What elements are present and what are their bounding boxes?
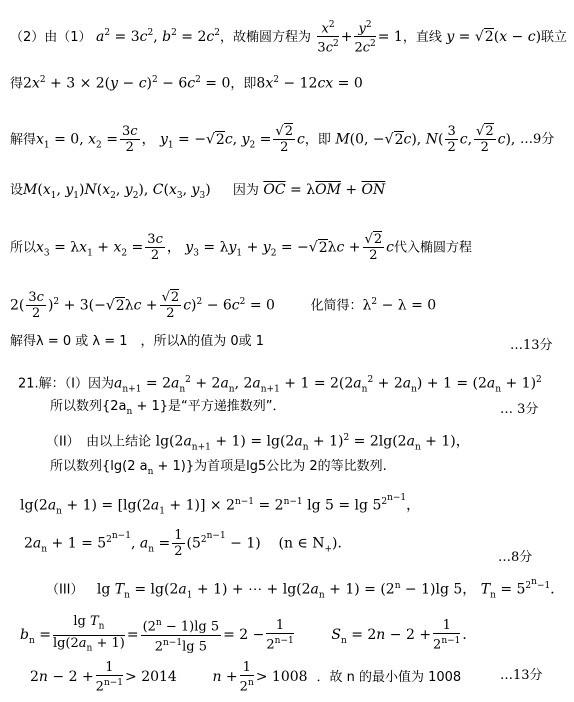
text: 联立 bbox=[541, 29, 568, 45]
text: ，即 bbox=[230, 76, 257, 92]
text: 21.解：（I）因为 bbox=[18, 376, 115, 392]
text: ，直线 bbox=[402, 29, 442, 45]
part2-line-4: 设$M(x_1$, $y_1)N(x_2$, $y_2$), $C(x_3$, $y_3$) 因为 $\overline{OC} = \lambda\overline{OM} + \overline{ON}$ bbox=[10, 182, 386, 201]
part2-line-3: 解得$x_1 = 0$, $x_2$ = $\frac{3c}{2}$ ， $y_1 = -√2c$, $y_2$ = $\frac{√2}{2}$ c，即 M(0, −√2c), N( $\frac{3}{2}$ c, $\frac{√2}{2}$ c), bbox=[10, 124, 516, 155]
text: 所以 bbox=[10, 240, 37, 256]
text: 得 bbox=[10, 76, 24, 92]
part2-line-5: 所以$x_3 = \lambda x_1 + x_2$ = $\frac{3c}{2}$ ， $y_3 = \lambda y_1 + y_2 = -√2\lambda c$ + $\frac{√2}{2}$ c代入椭圆方程 bbox=[10, 232, 472, 263]
score-3: … 3分 bbox=[500, 402, 539, 417]
part2-line-7: 解得λ = 0 或 λ = 1 ，所以λ的值为 0或 1 bbox=[10, 334, 265, 349]
score-9: …9分 bbox=[520, 132, 555, 147]
text: ，故椭圆方程为 bbox=[219, 29, 311, 45]
q21-line-1: 21.解：（I）因为$a_{n+1} = 2a_n^2 + 2a_n$, $2a_{n+1} + 1 = 2(2a_n^2 + 2a_n) + 1 = (2a_n + 1)^2$ bbox=[18, 375, 542, 395]
text: 所以数列{lg(2 a bbox=[50, 459, 148, 474]
text: + 1)}为首项是lg5公比为 2的等比数列. bbox=[153, 459, 387, 474]
text: （2）由（1） bbox=[10, 29, 92, 45]
text: （II） 由以上结论 bbox=[46, 434, 152, 450]
q21-line-4: 所以数列{lg(2 $a_n + 1$)}为首项是lg5公比为 2的等比数列. bbox=[50, 459, 387, 477]
text: (n ∈ N bbox=[278, 535, 325, 552]
text: 所以数列{2a bbox=[50, 399, 127, 414]
q21-line-6: $2a_n + 1 = 5^{2^{n-1}}$, $a_n$ = $\frac{1}{2}$ $(5^{2^{n-1}} - 1)$ (n ∈ $N_+$)． bbox=[24, 528, 352, 560]
q21-line-8: $b_n$ = $\frac{\lg T_n}{\lg(2a_n + 1)}$ = $\frac{(2^n - 1)\lg 5}{2^{n-1}\lg 5}$ = 2 − $\frac{1}{2^{n-1}}$ $S_n = 2n - 2$ + $\frac{1}{2^{n-1}}$ ． bbox=[20, 614, 477, 654]
text: 因为 bbox=[232, 183, 259, 198]
q21-line-7: （III） $\lg T_n = \lg(2a_1 + 1)$ + ⋯ + $\lg(2a_n + 1) = (2^n - 1)\lg$ 5， $T_n = 5^{2^n-1}$． bbox=[46, 577, 565, 601]
score-13a: …13分 bbox=[510, 338, 553, 353]
part2-line-2: 得$2x^2 + 3 \times 2(y - c)^2 - 6c^2 = 0$，即$8x^2 - 12cx = 0$ bbox=[10, 75, 363, 92]
q21-line-5: $\lg(2a_n + 1) = [\lg(2a_1 + 1)] \times 2^{n-1} = 2^{n-1}$ $\lg 5 = \lg 5^{2^{n-1}}$， bbox=[20, 493, 421, 517]
text: （III） bbox=[46, 582, 84, 598]
part2-line-6: 2( $\frac{3c}{2}$ )$^2$ + 3(−√2λc + $\frac{√2}{2}$ $c)^2 - 6c^2 = 0$ 化简得：$\lambda^2 - \lambda = 0$ bbox=[10, 290, 437, 321]
text: 代入椭圆方程 bbox=[393, 240, 472, 256]
part2-line-1: （2）由（1） $a^2 = 3c^2$, $b^2 = 2c^2$，故椭圆方程为 $\frac{x^2}{3c^2}$ + $\frac{y^2}{2c^2}$ = 1，直线 y = √2(x − c)联立 bbox=[10, 20, 568, 56]
q21-line-3: （II） 由以上结论 $\lg(2a_{n+1} + 1) = \lg(2a_n + 1)^2 = 2\lg(2a_n + 1)$， bbox=[46, 433, 470, 453]
text: 解得 bbox=[10, 132, 37, 148]
q21-line-9: 2n − 2 + $\frac{1}{2^{n-1}}$ > 2014 n + $\frac{1}{2^n}$ > 1008 ．故 n 的最小值为 1008 bbox=[30, 660, 462, 695]
score-13b: …13分 bbox=[500, 668, 543, 683]
text: ，即 bbox=[304, 132, 331, 148]
text: + 1}是“平方递推数列”． bbox=[132, 399, 286, 414]
text: 设 bbox=[10, 183, 24, 198]
text: 化简得： bbox=[310, 298, 363, 314]
score-8: …8分 bbox=[498, 550, 533, 565]
q21-line-2: 所以数列$\{2a_n + 1\}$是“平方递推数列”． bbox=[50, 399, 286, 417]
text: ．故 n 的最小值为 1008 bbox=[316, 670, 462, 686]
